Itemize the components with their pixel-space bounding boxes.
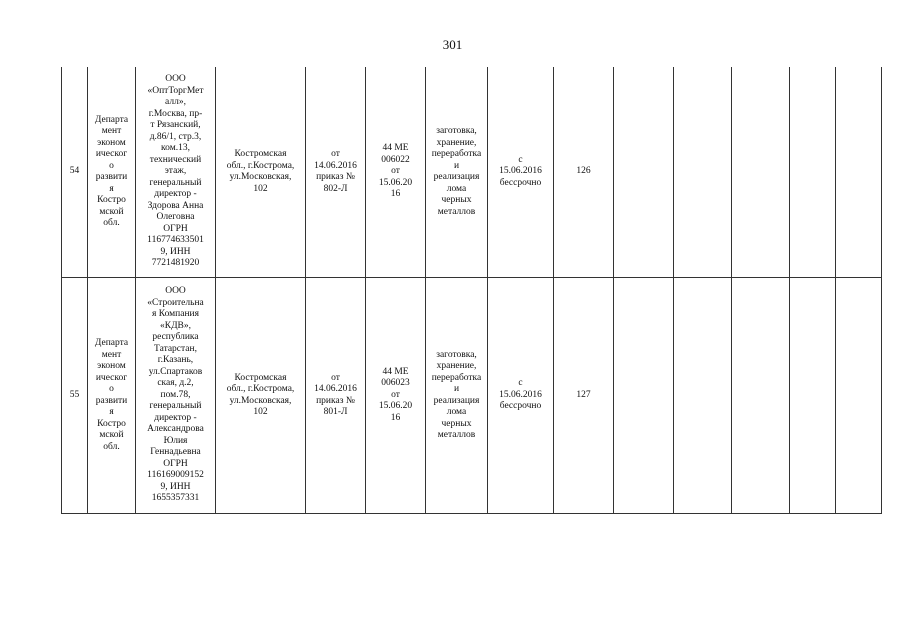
- authority-cell: Департа мент эконом ическог о развити я Костро мской обл.: [88, 67, 136, 278]
- empty-cell: [732, 67, 790, 278]
- activity-cell: заготовка, хранение, переработка и реализация лома черных металлов: [426, 67, 488, 278]
- empty-cell: [790, 67, 836, 278]
- decision-cell: от 14.06.2016 приказ № 802-Л: [306, 67, 366, 278]
- term-cell: с 15.06.2016 бессрочно: [488, 278, 554, 514]
- address-cell: Костромская обл., г.Кострома, ул.Московская, 102: [216, 278, 306, 514]
- table-row: [62, 278, 882, 514]
- empty-cell: [836, 278, 882, 514]
- empty-cell: [674, 278, 732, 514]
- page-number: 301: [442, 37, 463, 52]
- empty-cell: [790, 278, 836, 514]
- row-number-cell: 55: [62, 278, 88, 514]
- licensee-cell: ООО «Строительна я Компания «КДВ», республика Татарстан, г.Казань, ул.Спартаков ская, д.2, пом.78, генеральный директор - Александрова Юлия Геннадьевна ОГРН 116169009152 9, ИНН 1655357331: [136, 278, 216, 514]
- licensee-cell: ООО «ОптТоргМет алл», г.Москва, пр- т Рязанский, д.86/1, стр.3, ком.13, технический этаж, генеральный директор - Здорова Анна Олеговна ОГРН 116774633501 9, ИНН 7721481920: [136, 67, 216, 278]
- license-number-cell: 44 МЕ 006023 от 15.06.20 16: [366, 278, 426, 514]
- order-number-cell: 127: [554, 278, 614, 514]
- table-row: [62, 67, 882, 278]
- row-number-cell: 54: [62, 67, 88, 278]
- license-register-table: [61, 67, 882, 514]
- address-cell: Костромская обл., г.Кострома, ул.Московская, 102: [216, 67, 306, 278]
- empty-cell: [732, 278, 790, 514]
- empty-cell: [836, 67, 882, 278]
- empty-cell: [614, 278, 674, 514]
- activity-cell: заготовка, хранение, переработка и реализация лома черных металлов: [426, 278, 488, 514]
- empty-cell: [674, 67, 732, 278]
- term-cell: с 15.06.2016 бессрочно: [488, 67, 554, 278]
- license-number-cell: 44 МЕ 006022 от 15.06.20 16: [366, 67, 426, 278]
- authority-cell: Департа мент эконом ическог о развити я Костро мской обл.: [88, 278, 136, 514]
- order-number-cell: 126: [554, 67, 614, 278]
- empty-cell: [614, 67, 674, 278]
- decision-cell: от 14.06.2016 приказ № 801-Л: [306, 278, 366, 514]
